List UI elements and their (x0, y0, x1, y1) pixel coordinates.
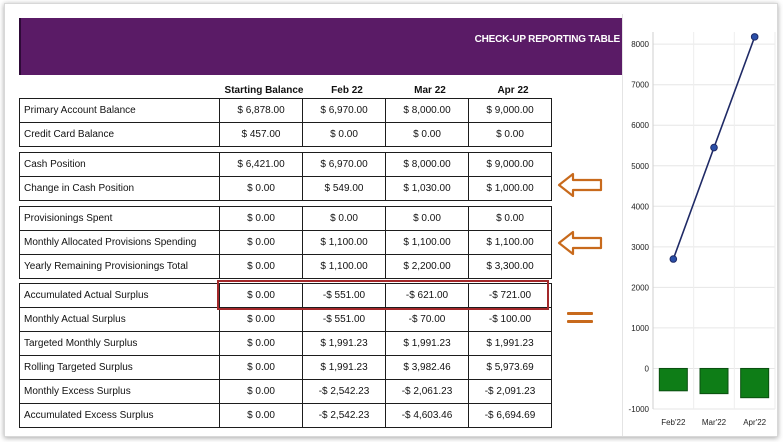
cell-value: $ 0.00 (220, 332, 303, 356)
cell-value: $ 549.00 (303, 177, 386, 201)
cell-value: $ 6,970.00 (303, 99, 386, 123)
data-point (751, 34, 758, 41)
cell-value: -$ 2,542.23 (303, 380, 386, 404)
cell-value: $ 3,300.00 (469, 255, 552, 279)
cell-value: $ 1,991.23 (303, 356, 386, 380)
y-tick-label: 7000 (631, 80, 649, 90)
cell-value: -$ 2,061.23 (386, 380, 469, 404)
cell-value: $ 0.00 (220, 380, 303, 404)
y-tick-label: 1000 (631, 323, 649, 333)
cell-value: $ 3,982.46 (386, 356, 469, 380)
cell-value: -$ 2,091.23 (469, 380, 552, 404)
table-row (20, 177, 552, 201)
cell-value: $ 1,100.00 (386, 231, 469, 255)
trend-chart (623, 14, 778, 437)
y-tick-label: 4000 (631, 202, 649, 212)
y-tick-label: 6000 (631, 121, 649, 131)
cell-value: $ 1,991.23 (303, 332, 386, 356)
table-row (20, 255, 552, 279)
cell-value: $ 6,970.00 (303, 153, 386, 177)
data-point (711, 144, 718, 151)
cell-value: -$ 2,542.23 (303, 404, 386, 428)
table-row (20, 231, 552, 255)
column-header-apr-22: Apr 22 (497, 85, 529, 96)
row-label: Monthly Actual Surplus (20, 308, 220, 332)
cell-value: $ 0.00 (220, 404, 303, 428)
cell-value: $ 2,200.00 (386, 255, 469, 279)
row-label: Monthly Allocated Provisions Spending (20, 231, 220, 255)
cell-value: $ 0.00 (386, 123, 469, 147)
cell-value: $ 0.00 (220, 255, 303, 279)
x-tick-label: Mar'22 (701, 418, 727, 427)
cell-value: $ 0.00 (469, 123, 552, 147)
table-row (20, 332, 552, 356)
table-row (20, 308, 552, 332)
cell-value: $ 0.00 (220, 177, 303, 201)
row-label: Accumulated Actual Surplus (20, 284, 220, 308)
cell-value: $ 5,973.69 (469, 356, 552, 380)
cell-value: $ 0.00 (220, 207, 303, 231)
table-group-cash (19, 152, 552, 201)
table-row (20, 380, 552, 404)
y-tick-label: 3000 (631, 242, 649, 252)
cell-value: $ 8,000.00 (386, 153, 469, 177)
cell-value: $ 1,000.00 (469, 177, 552, 201)
row-label: Credit Card Balance (20, 123, 220, 147)
cell-value: -$ 100.00 (469, 308, 552, 332)
y-tick-label: 8000 (631, 40, 649, 50)
cell-value: -$ 621.00 (386, 284, 469, 308)
row-label: Change in Cash Position (20, 177, 220, 201)
bar (659, 368, 687, 390)
row-label: Yearly Remaining Provisionings Total (20, 255, 220, 279)
report-header (19, 18, 622, 75)
cell-value: -$ 6,694.69 (469, 404, 552, 428)
bar (741, 368, 769, 397)
x-tick-label: Feb'22 (661, 418, 686, 427)
row-label: Provisionings Spent (20, 207, 220, 231)
cell-value: $ 1,991.23 (386, 332, 469, 356)
cell-value: $ 0.00 (303, 123, 386, 147)
column-header-mar-22: Mar 22 (414, 85, 446, 96)
table-group-provisions (19, 206, 552, 279)
cell-value: -$ 551.00 (303, 284, 386, 308)
equals-icon (567, 312, 593, 326)
cell-value: $ 1,100.00 (469, 231, 552, 255)
left-arrow-icon (557, 172, 603, 198)
table-row (20, 207, 552, 231)
table-row (20, 404, 552, 428)
row-label: Primary Account Balance (20, 99, 220, 123)
column-header-feb-22: Feb 22 (331, 85, 363, 96)
y-tick-label: 5000 (631, 161, 649, 171)
data-point (670, 256, 677, 263)
x-tick-label: Apr'22 (743, 418, 767, 427)
cell-value: $ 6,421.00 (220, 153, 303, 177)
y-tick-label: 0 (644, 364, 649, 374)
row-label: Cash Position (20, 153, 220, 177)
cell-value: $ 0.00 (386, 207, 469, 231)
cell-value: $ 0.00 (220, 308, 303, 332)
left-arrow-icon (557, 230, 603, 256)
cell-value: $ 9,000.00 (469, 153, 552, 177)
bar (700, 368, 728, 393)
table-row (20, 356, 552, 380)
cell-value: $ 457.00 (220, 123, 303, 147)
y-tick-label: -1000 (628, 405, 649, 414)
report-title: CHECK-UP REPORTING TABLE (474, 34, 620, 45)
cell-value: $ 1,030.00 (386, 177, 469, 201)
cell-value: $ 0.00 (220, 356, 303, 380)
cell-value: -$ 4,603.46 (386, 404, 469, 428)
cell-value: $ 6,878.00 (220, 99, 303, 123)
column-header-starting-balance: Starting Balance (224, 85, 304, 96)
cell-value: -$ 70.00 (386, 308, 469, 332)
table-group-balances (19, 98, 552, 147)
table-row (20, 99, 552, 123)
cell-value: $ 1,100.00 (303, 255, 386, 279)
cell-value: $ 0.00 (220, 284, 303, 308)
cell-value: $ 0.00 (303, 207, 386, 231)
report-frame (4, 3, 778, 437)
highlight-box (217, 280, 549, 310)
table-row (20, 123, 552, 147)
row-label: Rolling Targeted Surplus (20, 356, 220, 380)
table-row (20, 153, 552, 177)
cell-value: $ 1,991.23 (469, 332, 552, 356)
cell-value: $ 8,000.00 (386, 99, 469, 123)
y-tick-label: 2000 (631, 283, 649, 293)
cell-value: -$ 721.00 (469, 284, 552, 308)
cell-value: $ 9,000.00 (469, 99, 552, 123)
row-label: Targeted Monthly Surplus (20, 332, 220, 356)
cell-value: -$ 551.00 (303, 308, 386, 332)
column-headers (5, 85, 565, 97)
row-label: Monthly Excess Surplus (20, 380, 220, 404)
row-label: Accumulated Excess Surplus (20, 404, 220, 428)
cell-value: $ 1,100.00 (303, 231, 386, 255)
cell-value: $ 0.00 (220, 231, 303, 255)
cell-value: $ 0.00 (469, 207, 552, 231)
chart-panel (622, 14, 777, 437)
